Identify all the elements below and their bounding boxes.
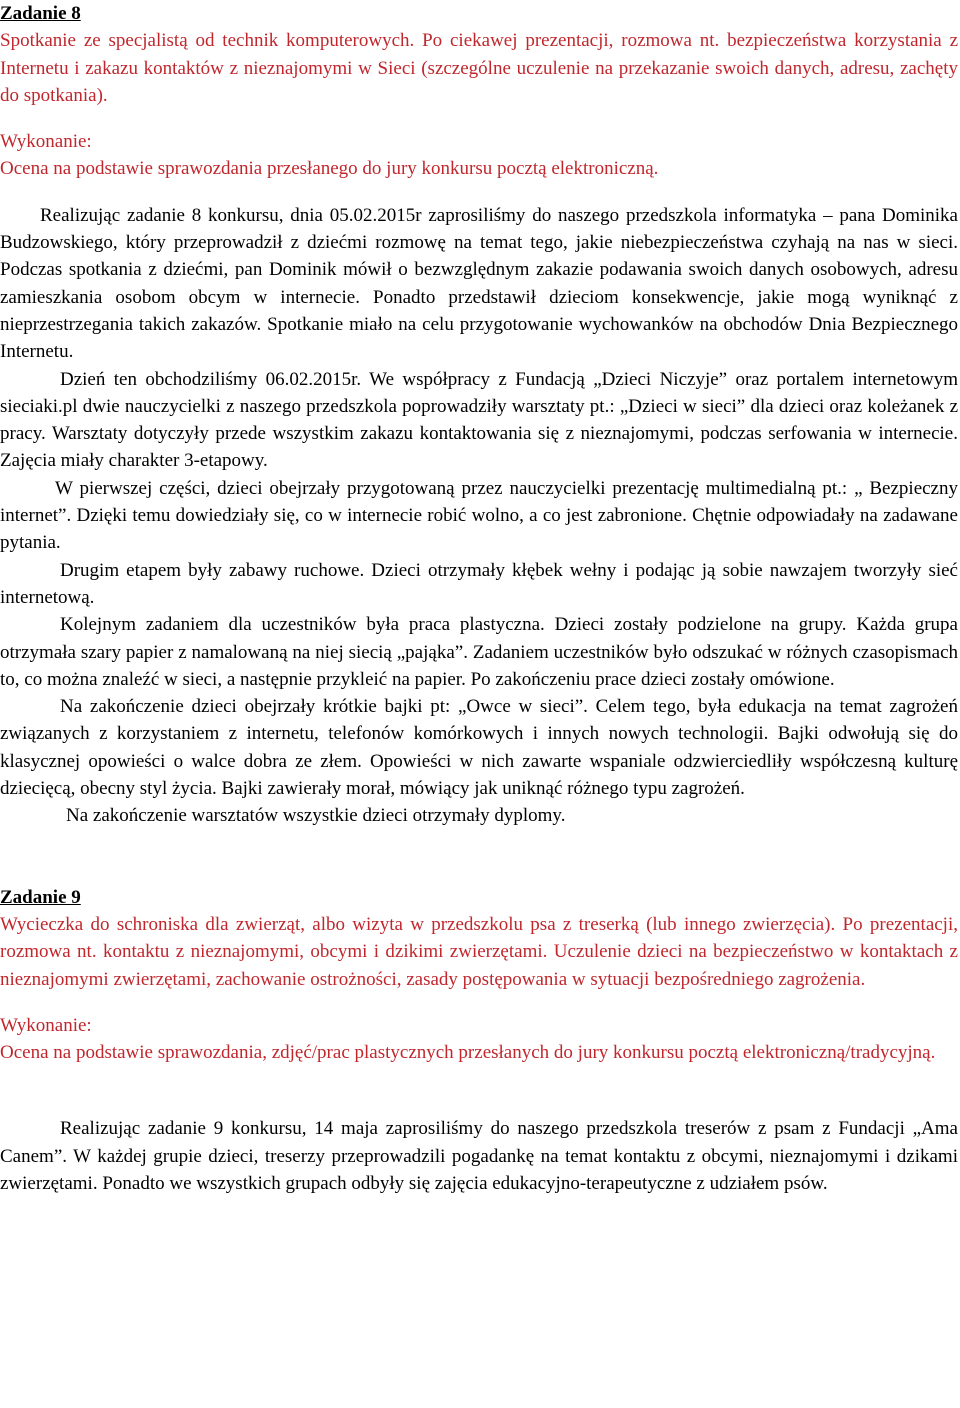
task8-report-paragraph-6: Na zakończenie dzieci obejrzały krótkie bajki pt: „Owce w sieci”. Celem tego, była edukacja na temat zagrożeń związanych z korzystaniem z internetu, telefonów komórkowych i innych nowych technologii. Bajki odwołują się do klasycznej opowieści o walce dobra ze złem. Opowieści w nich zawarte wspaniale odzwierciedliły współczesną kulturę dziecięcą, obecny styl życia. Bajki zawierały morał, mówiący jak uniknąć różnego typu zagrożeń. — [0, 696, 958, 800]
task8-execution-text: Ocena na podstawie sprawozdania przesłanego do jury konkursu pocztą elektroniczną. — [0, 158, 659, 180]
task8-report-paragraph-1: Realizując zadanie 8 konkursu, dnia 05.02.2015r zaprosiliśmy do naszego przedszkola informatyka – pana Dominika Budzowskiego, który przeprowadził z dziećmi rozmowę na temat tego, jakie niebezpieczeństwa czyhają na nas w sieci. Podczas spotkania z dziećmi, pan Dominik mówił o bezwzględnym zakazie podawania swoich danych osobowych, adresu zamieszkania osobom obcym w internecie. Ponadto przedstawił dzieciom konsekwencje, jakie mogą wyniknąć z nieprzestrzegania takich zakazów. Spotkanie miało na celu przygotowanie wychowanków na obchodów Dnia Bezpiecznego Internetu. — [0, 204, 958, 363]
task9-report-paragraph-1: Realizując zadanie 9 konkursu, 14 maja zaprosiliśmy do naszego przedszkola treserów z psam z Fundacji „Ama Canem”. W każdej grupie dzieci, treserzy przeprowadzili pogadankę na temat kontaktu z obcymi, nieznajomymi i dzikami zwierzętami. Ponadto we wszystkich grupach odbyły się zajęcia edukacyjno-terapeutyczne z udziałem psów. — [0, 1118, 958, 1194]
task9-execution-label: Wykonanie: — [0, 1014, 92, 1036]
task9-execution-text: Ocena na podstawie sprawozdania, zdjęć/prac plastycznych przesłanych do jury konkursu pocztą elektroniczną/tradycyjną. — [0, 1042, 936, 1064]
task8-execution-label: Wykonanie: — [0, 131, 92, 153]
task8-report-paragraph-4: Drugim etapem były zabawy ruchowe. Dzieci otrzymały kłębek wełny i podając ją sobie nawzajem tworzyły sieć internetową. — [0, 559, 958, 608]
task8-report-paragraph-2: Dzień ten obchodziliśmy 06.02.2015r. We współpracy z Fundacją „Dzieci Niczyje” oraz portalem internetowym sieciaki.pl dwie nauczycielki z naszego przedszkola poprowadziły warsztaty pt.: „Dzieci w sieci” dla dzieci oraz koleżanek z pracy. Warsztaty dotyczyły przede wszystkim zakazu kontaktowania się z nieznajomymi, podczas serfowania w internecie. Zajęcia miały charakter 3-etapowy. — [0, 368, 958, 472]
task9-description: Wycieczka do schroniska dla zwierząt, albo wizyta w przedszkolu psa z treserką (lub innego zwierzęcia). Po prezentacji, rozmowa nt. kontaktu z nieznajomymi, obcymi i dzikimi zwierzętami. Uczulenie dzieci na bezpieczeństwo w kontaktach z nieznajomymi zwierzętami, zachowanie ostrożności, zasady postępowania w sytuacji bezpośredniego zagrożenia. — [0, 913, 958, 990]
task8-heading: Zadanie 8 — [0, 3, 81, 24]
task9-heading: Zadanie 9 — [0, 886, 81, 908]
task8-report-paragraph-7: Na zakończenie warsztatów wszystkie dzieci otrzymały dyplomy. — [66, 805, 566, 827]
task8-description: Spotkanie ze specjalistą od technik komputerowych. Po ciekawej prezentacji, rozmowa nt. bezpieczeństwa korzystania z Internetu i zakazu kontaktów z nieznajomymi w Sieci (szczególne uczulenie na przekazanie swoich danych, adresu, zachęty do spotkania). — [0, 30, 958, 106]
task8-report-paragraph-5: Kolejnym zadaniem dla uczestników była praca plastyczna. Dzieci zostały podzielone na grupy. Każda grupa otrzymała szary papier z namalowaną na niej siecią „pająka”. Zadaniem uczestników było odszukać w różnych czasopismach to, co można znaleźć w sieci, a następnie przykleić na papier. Po zakończeniu prace dzieci zostały omówione. — [0, 614, 958, 690]
task8-report-paragraph-3: W pierwszej części, dzieci obejrzały przygotowaną przez nauczycielki prezentację multimedialną pt.: „ Bezpieczny internet”. Dzięki temu dowiedziały się, co w internecie robić wolno, a co jest zabronione. Chętnie odpowiadały na zadawane pytania. — [0, 477, 958, 554]
